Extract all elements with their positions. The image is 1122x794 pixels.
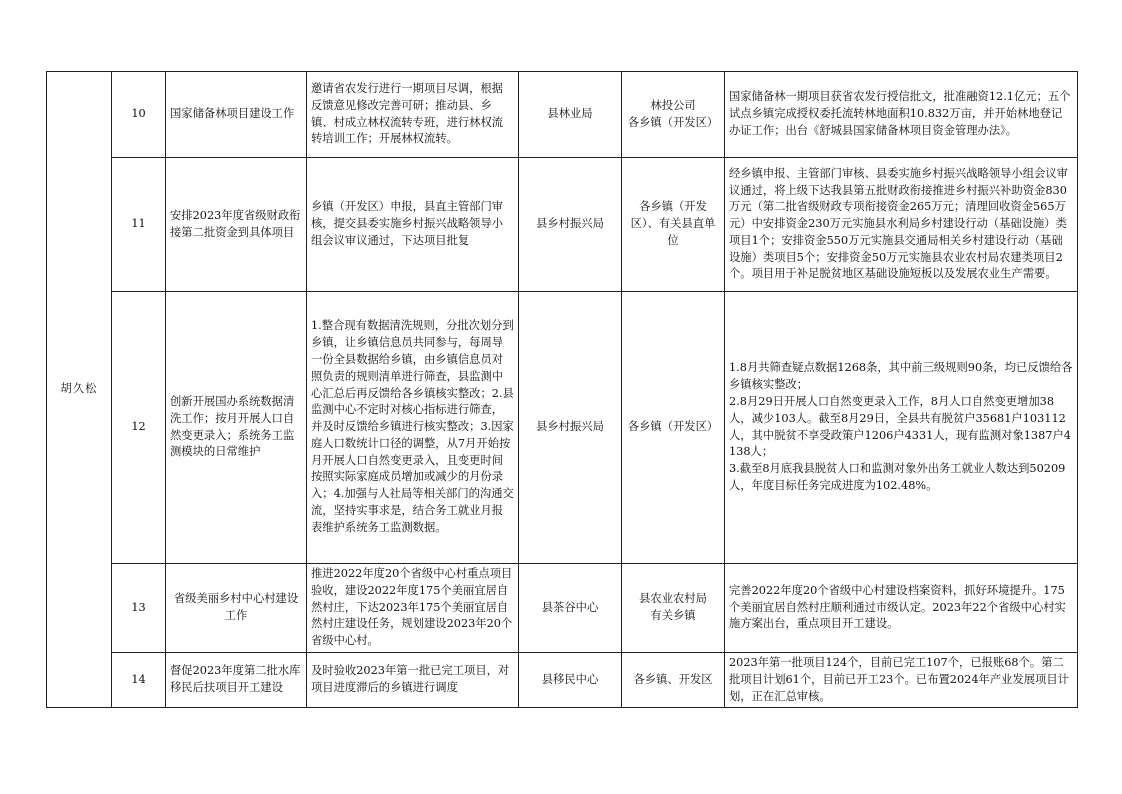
lead-unit: 县移民中心 [519,652,622,707]
table-row [47,652,1078,707]
cooperating-unit: 林投公司 各乡镇（开发区） [622,72,725,158]
row-number: 14 [112,652,166,707]
task-name: 督促2023年度第二批水库移民后扶项目开工建设 [166,652,307,707]
cooperating-unit: 各乡镇、开发区 [622,652,725,707]
work-measures: 推进2022年度20个省级中心村重点项目验收，建设2022年度175个美丽宜居自然村庄，下达2023年175个美丽宜居自然村庄建设任务，规划建设2023年20个省级中心村。 [307,564,519,653]
task-name: 国家储备林项目建设工作 [166,72,307,158]
cooperating-unit: 各乡镇（开发区）、有关县直单位 [622,158,725,292]
table-row [47,72,1078,158]
row-number: 11 [112,158,166,292]
task-name: 创新开展国办系统数据清洗工作；按月开展人口自然变更录入；系统务工监测模块的日常维护 [166,292,307,564]
table-row [47,564,1078,653]
table-row [47,158,1078,292]
progress-status: 国家储备林一期项目获省农发行授信批文，批准融资12.1亿元；五个试点乡镇完成授权委托流转林地面积10.832万亩，并开始林地登记办证工作；出台《舒城县国家储备林项目资金管理办法》。 [725,72,1078,158]
task-name: 安排2023年度省级财政衔接第二批资金到具体项目 [166,158,307,292]
progress-line: 1.8月共筛查疑点数据1268条，其中前三级规则90条，均已反馈给各乡镇核实整改； [729,361,1073,392]
cooperating-unit: 各乡镇（开发区） [622,292,725,564]
work-measures: 及时验收2023年第一批已完工项目，对项目进度滞后的乡镇进行调度 [307,652,519,707]
row-number: 10 [112,72,166,158]
lead-unit: 县乡村振兴局 [519,158,622,292]
row-number: 13 [112,564,166,653]
lead-unit: 县林业局 [519,72,622,158]
responsible-person: 胡久松 [47,72,112,708]
row-number: 12 [112,292,166,564]
progress-line: 2.8月29日开展人口自然变更录入工作，8月人口自然变更增加38人，减少103人。截至8月29日，全县共有脱贫户35681户103112人，其中脱贫不享受政策户1206户4331人，现有监测对象1387户4138人； [729,394,1071,459]
lead-unit: 县乡村振兴局 [519,292,622,564]
work-measures: 邀请省农发行进行一期项目尽调，根据反馈意见修改完善可研；推动县、乡镇、村成立林权流转专班，进行林权流转培训工作；开展林权流转。 [307,72,519,158]
lead-unit: 县茶谷中心 [519,564,622,653]
work-progress-table [46,71,1078,708]
work-measures: 乡镇（开发区）申报，县直主管部门审核，提交县委实施乡村振兴战略领导小组会议审议通过，下达项目批复 [307,158,519,292]
table-row [47,292,1078,564]
progress-status [725,292,1078,564]
progress-status: 2023年第一批项目124个，目前已完工107个，已报账68个。第二批项目计划61个，目前已开工23个。已布置2024年产业发展项目计划，正在汇总审核。 [725,652,1078,707]
progress-line: 3.截至8月底我县脱贫人口和监测对象外出务工就业人数达到50209人，年度目标任务完成进度为102.48%。 [729,462,1066,492]
progress-status: 完善2022年度20个省级中心村建设档案资料，抓好环境提升。175个美丽宜居自然村庄顺利通过市级认定。2023年22个省级中心村实施方案出台，重点项目开工建设。 [725,564,1078,653]
task-name: 省级美丽乡村中心村建设工作 [166,564,307,653]
progress-status: 经乡镇申报、主管部门审核、县委实施乡村振兴战略领导小组会议审议通过，将上级下达我县第五批财政衔接推进乡村振兴补助资金830万元（第二批省级财政专项衔接资金265万元；清理回收资金565万元）中安排资金230万元实施县水利局乡村建设行动（基础设施）类项目1个；安排资金550万元实施县交通局相关乡村建设行动（基础设施）类项目5个；安排资金50万元实施县农业农村局农建类项目2个。项目用于补足脱贫地区基础设施短板以及发展农业生产需要。 [725,158,1078,292]
work-measures: 1.整合现有数据清洗规则，分批次划分到乡镇，让乡镇信息员共同参与，每周导一份全县数据给乡镇，由乡镇信息员对照负责的规则清单进行筛查，县监测中心汇总后再反馈给各乡镇核实整改；2.县监测中心不定时对核心指标进行筛查，并及时反馈给乡镇进行核实整改；3.因家庭人口数统计口径的调整，从7月开始按月开展人口自然变更录入，且变更时间按照实际家庭成员增加或减少的月份录入；4.加强与人社局等相关部门的沟通交流，坚持实事求是，结合务工就业月报表维护系统务工监测数据。 [307,292,519,564]
cooperating-unit: 县农业农村局 有关乡镇 [622,564,725,653]
